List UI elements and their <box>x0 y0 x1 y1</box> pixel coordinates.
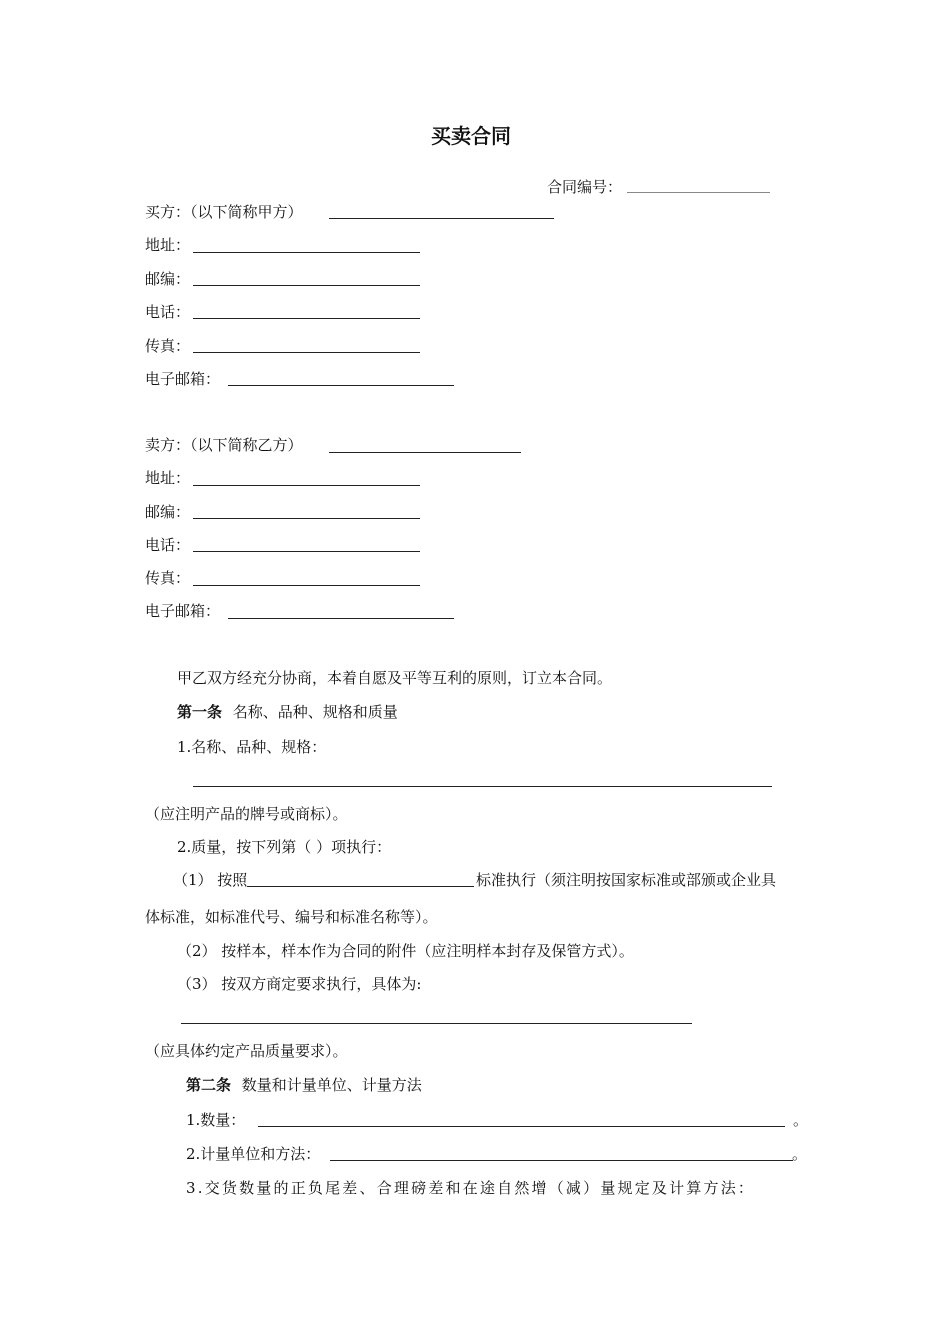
seller-fax-label: 传真： <box>145 569 191 587</box>
buyer-fax-label: 传真： <box>145 337 191 355</box>
seller-phone-field[interactable] <box>193 551 420 552</box>
article1-item1-note: （应注明产品的牌号或商标）。 <box>145 805 348 823</box>
product-name-field[interactable] <box>193 786 772 787</box>
intro-paragraph: 甲乙双方经充分协商，本着自愿及平等互利的原则，订立本合同。 <box>177 669 613 687</box>
buyer-phone-label: 电话： <box>145 303 191 321</box>
seller-label: 卖方：（以下简称乙方） <box>145 436 303 454</box>
article2-item2-end: 。 <box>792 1145 808 1163</box>
buyer-postcode-field[interactable] <box>193 285 420 286</box>
seller-address-label: 地址： <box>145 469 191 487</box>
article2-item1-end: 。 <box>793 1111 809 1129</box>
buyer-address-field[interactable] <box>193 252 420 253</box>
buyer-name-field[interactable] <box>329 218 554 219</box>
measurement-method-field[interactable] <box>330 1160 793 1161</box>
article2-item3: 3.交货数量的正负尾差、合理磅差和在途自然增（减）量规定及计算方法： <box>186 1179 756 1197</box>
quality-standard-field[interactable] <box>247 886 474 887</box>
buyer-email-field[interactable] <box>228 385 454 386</box>
seller-phone-label: 电话： <box>145 536 191 554</box>
seller-name-field[interactable] <box>329 452 521 453</box>
quality-option1-suffix: 标准执行（须注明按国家标准或部颁或企业具 <box>476 871 777 889</box>
article2-heading: 第二条 <box>186 1076 232 1094</box>
quality-option3-note: （应具体约定产品质量要求）。 <box>145 1042 348 1060</box>
quality-option1-prefix: （1） 按照 <box>173 871 248 889</box>
quality-requirement-field[interactable] <box>181 1023 692 1024</box>
quantity-field[interactable] <box>258 1126 785 1127</box>
seller-address-field[interactable] <box>193 485 420 486</box>
quality-option2: （2） 按样本，样本作为合同的附件（应注明样本封存及保管方式）。 <box>177 942 634 960</box>
document-title: 买卖合同 <box>431 124 511 148</box>
buyer-postcode-label: 邮编： <box>145 270 191 288</box>
seller-email-label: 电子邮箱： <box>145 602 221 620</box>
buyer-label: 买方：（以下简称甲方） <box>145 203 303 221</box>
quality-option3: （3） 按双方商定要求执行，具体为: <box>177 975 422 993</box>
article2-title: 数量和计量单位、计量方法 <box>241 1076 422 1094</box>
article2-item2: 2.计量单位和方法： <box>186 1145 321 1163</box>
seller-fax-field[interactable] <box>193 585 420 586</box>
seller-email-field[interactable] <box>228 618 454 619</box>
seller-postcode-label: 邮编： <box>145 503 191 521</box>
article1-heading-line <box>177 702 398 722</box>
article2-item1: 1.数量： <box>186 1111 246 1129</box>
seller-postcode-field[interactable] <box>193 518 420 519</box>
article2-heading-line <box>186 1075 422 1095</box>
quality-option1-cont: 体标准，如标准代号、编号和标准名称等）。 <box>145 908 438 926</box>
article1-item1: 1.名称、品种、规格： <box>177 738 327 756</box>
buyer-address-label: 地址： <box>145 236 191 254</box>
article1-title: 名称、品种、规格和质量 <box>232 703 398 721</box>
article1-item2: 2.质量，按下列第（ ）项执行： <box>177 838 392 856</box>
buyer-fax-field[interactable] <box>193 352 420 353</box>
buyer-phone-field[interactable] <box>193 318 420 319</box>
contract-no-label: 合同编号： <box>547 178 623 196</box>
buyer-email-label: 电子邮箱： <box>145 370 221 388</box>
contract-no-field[interactable] <box>627 192 770 193</box>
article1-heading: 第一条 <box>177 703 223 721</box>
